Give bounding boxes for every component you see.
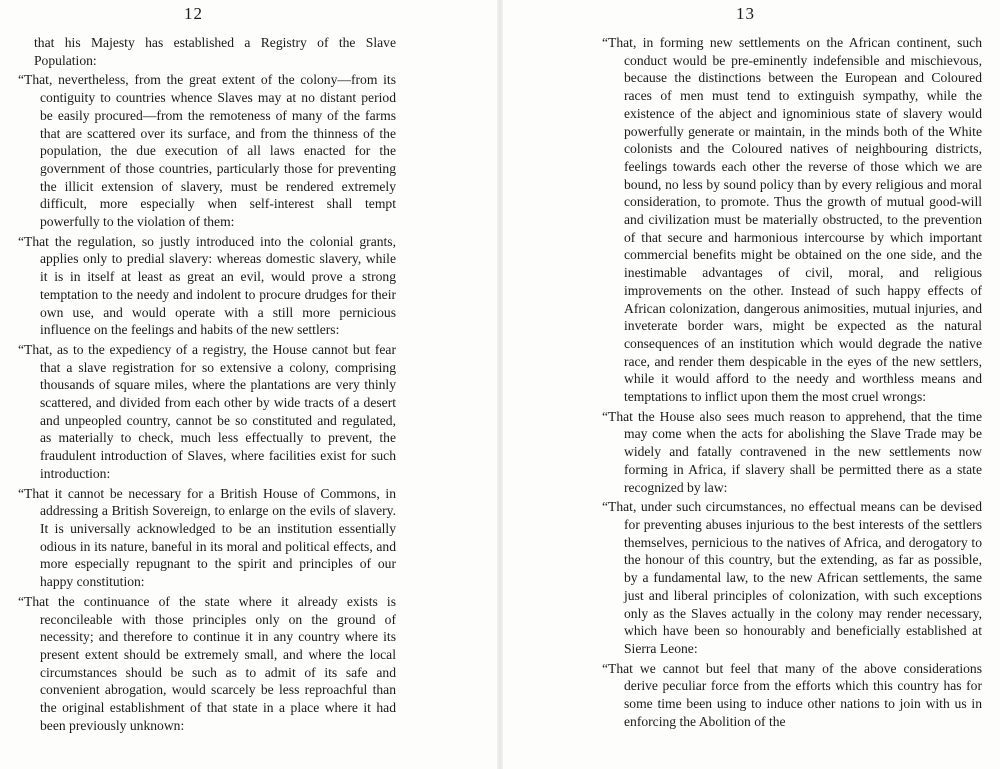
right-page [500, 0, 1000, 769]
paragraph: “That it cannot be necessary for a British House of Commons, in addressing a British Sovereign, to enlarge on the evils of slavery. It is universally acknowledged to be an institution essentially odious in its nature, baneful in its moral and political effects, and more especially repugnant to the spirit and principles of our happy constitution: [18, 485, 396, 590]
paragraph: “That the regulation, so justly introduced into the colonial grants, applies only to predial slavery: whereas domestic slavery, while it is in itself at least as great an evil, would prove a strong temptation to the needy and indolent to procure drudges for their own use, and would operate with a still more pernicious influence on the feelings and habits of the new settlers: [18, 233, 396, 338]
page-number-right: 13 [736, 4, 755, 23]
page-number-left: 12 [184, 4, 203, 23]
paragraph: “That, in forming new settlements on the African continent, such conduct would be pre-eminently indefensible and mischievous, because the distinctions between the European and Coloured races of men must tend to extinguish sympathy, while the existence of the abject and ignominious state of slavery would powerfully generate or maintain, in the minds both of the White colonists and the Coloured natives of neighbouring districts, feelings towards each other the reverse of those which we are bound, no less by sound policy than by every religious and moral consideration, to promote. Thus the growth of mutual good-will and civilization must be materially obstructed, to the prevention of that secure and harmonious intercourse by which important commercial benefits might be obtained on the one side, and the inestimable advantages of civil, moral, and religious improvements on the other. Instead of such happy effects of African colonization, dangerous animosities, mutual injuries, and inveterate border wars, might be expected as the natural consequences of an institution which would degrade the native race, and render them despicable in the eyes of the new settlers, while it would afford to the needy and worthless means and temptations to inflict upon them the most cruel wrongs: [602, 35, 982, 405]
paragraph: “That, nevertheless, from the great extent of the colony—from its contiguity to countries whence Slaves may at no distant period be easily procured—from the remoteness of many of the farms that are scattered over its surface, and from the thinness of the population, the due execution of all laws enacted for the government of those countries, particularly those for preventing the illicit extension of slavery, must be rendered extremely difficult, more especially when self-interest shall tempt powerfully to the violation of them: [18, 72, 396, 230]
paragraph: “That, under such circumstances, no effectual means can be devised for preventing abuses injurious to the best interests of the settlers themselves, pernicious to the natives of Africa, and derogatory to the honour of this country, but the extending, as far as possible, by a fundamental law, to the new African settlements, the same just and liberal principles of colonization, with such exceptions only as the Slaves actually in the colony may render necessary, which have been so honourably and beneficially established at Sierra Leone: [602, 499, 982, 656]
paragraph: “That the House also sees much reason to apprehend, that the time may come when the acts for abolishing the Slave Trade may be widely and fatally contravened in the new settlements now forming in Africa, if slavery shall be permitted there as a state recognized by law: [602, 408, 982, 495]
paragraph: that his Majesty has established a Registry of the Slave Population: [34, 35, 396, 68]
paragraph: “That we cannot but feel that many of the above considerations derive peculiar force from the efforts which this country has for some time been using to induce other nations to join with us in enforcing the Abolition of the [602, 660, 982, 729]
right-page-text [602, 34, 982, 732]
paragraph: “That, as to the expediency of a registry, the House cannot but fear that a slave registration for so extensive a colony, comprising thousands of square miles, where the plantations are very thinly scattered, and divided from each other by wide tracts of a desert and unpeopled country, cannot be so constituted and regulated, as materially to check, much less effectually to prevent, the fraudulent introduction of Slaves, where facilities exist for such introduction: [18, 341, 396, 481]
left-page-text [18, 34, 396, 736]
paragraph: “That the continuance of the state where it already exists is reconcileable with those principles only on the ground of necessity; and therefore to continue it in any country where its present extent should be extremely small, and where the local circumstances should be such as to admit of its safe and convenient abrogation, would scarcely be less reproachful than the original establishment of that state in a place where it had been previously unknown: [18, 593, 396, 733]
